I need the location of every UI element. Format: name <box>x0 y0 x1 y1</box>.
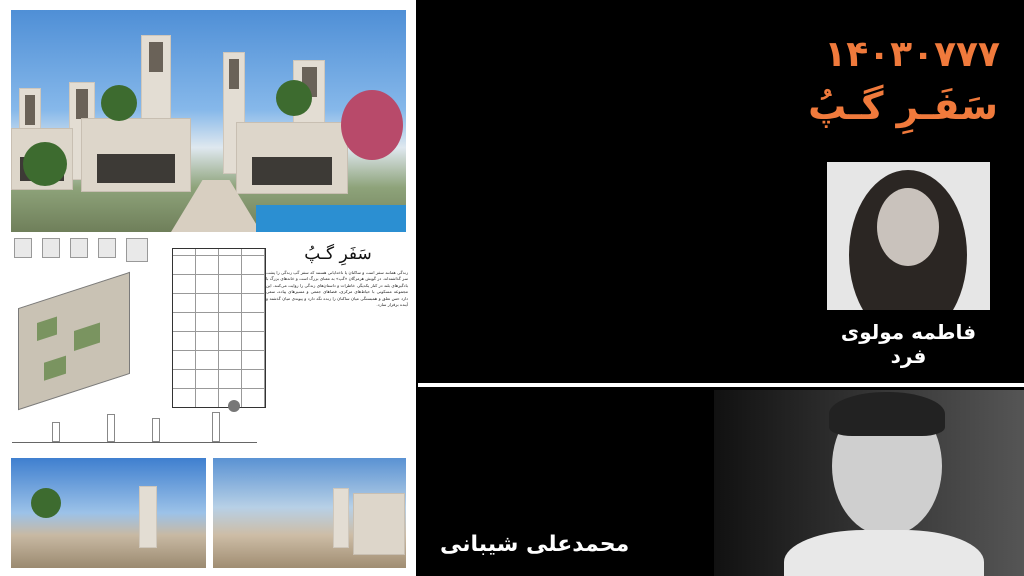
portrait-photo-2 <box>714 390 1024 576</box>
massing-diagram <box>98 238 116 258</box>
poster-description: زندگی همانند سفر است و ساکنان یا ناخدایانی هستند که سفر گپ زندگی را پشت سر گذاشته‌اند. در گویش هرمزگان «گپ» به معنای بزرگ است و خانه‌های بزرگ با بادگیرهای بلند در کنار یکدیگر، خاطرات و داستان‌های زندگی را روایت می‌کنند. این مجموعه مسکونی با حیاط‌های مرکزی، فضاهای جمعی و مسیرهای پیاده، سعی دارد حس تعلق و همبستگی میان ساکنان را زنده نگه دارد و پیوندی میان گذشته و آینده برقرار سازد. <box>266 270 408 308</box>
flowering-tree <box>341 90 403 160</box>
divider <box>418 383 1024 387</box>
palm-tree <box>31 488 61 518</box>
wind-tower <box>139 486 157 548</box>
floor-plan <box>172 248 266 408</box>
massing-diagram <box>126 238 148 262</box>
pool <box>256 205 406 232</box>
house-block <box>236 122 348 194</box>
face <box>877 188 939 266</box>
poster-panel <box>0 0 416 576</box>
wind-tower <box>333 488 349 548</box>
palm-tree <box>101 85 137 121</box>
person-name-1: فاطمه مولوی فرد <box>840 320 977 368</box>
project-code: ۱۴۰۳۰۷۷۷ <box>824 34 1000 75</box>
portrait-photo-1 <box>827 162 990 310</box>
shirt <box>784 530 984 576</box>
hero-render-image <box>11 10 406 232</box>
site-section <box>12 410 257 443</box>
house-block <box>81 118 191 192</box>
massing-diagram <box>70 238 88 258</box>
house-block <box>353 493 405 555</box>
axonometric-site-plan <box>18 272 130 410</box>
person-name-2: محمدعلی شیبانی <box>440 532 630 557</box>
courtyard-render-image <box>11 458 206 568</box>
hair <box>829 392 945 436</box>
project-title: سَفَـرِ گـپُ <box>808 84 998 128</box>
massing-diagrams <box>12 238 162 278</box>
massing-diagram <box>14 238 32 258</box>
north-marker <box>228 400 240 412</box>
tree <box>23 142 67 186</box>
massing-diagram <box>42 238 60 258</box>
plaza-render-image <box>213 458 406 568</box>
poster-title: سَفَرِ گـپُ <box>304 244 372 264</box>
palm-tree <box>276 80 312 116</box>
